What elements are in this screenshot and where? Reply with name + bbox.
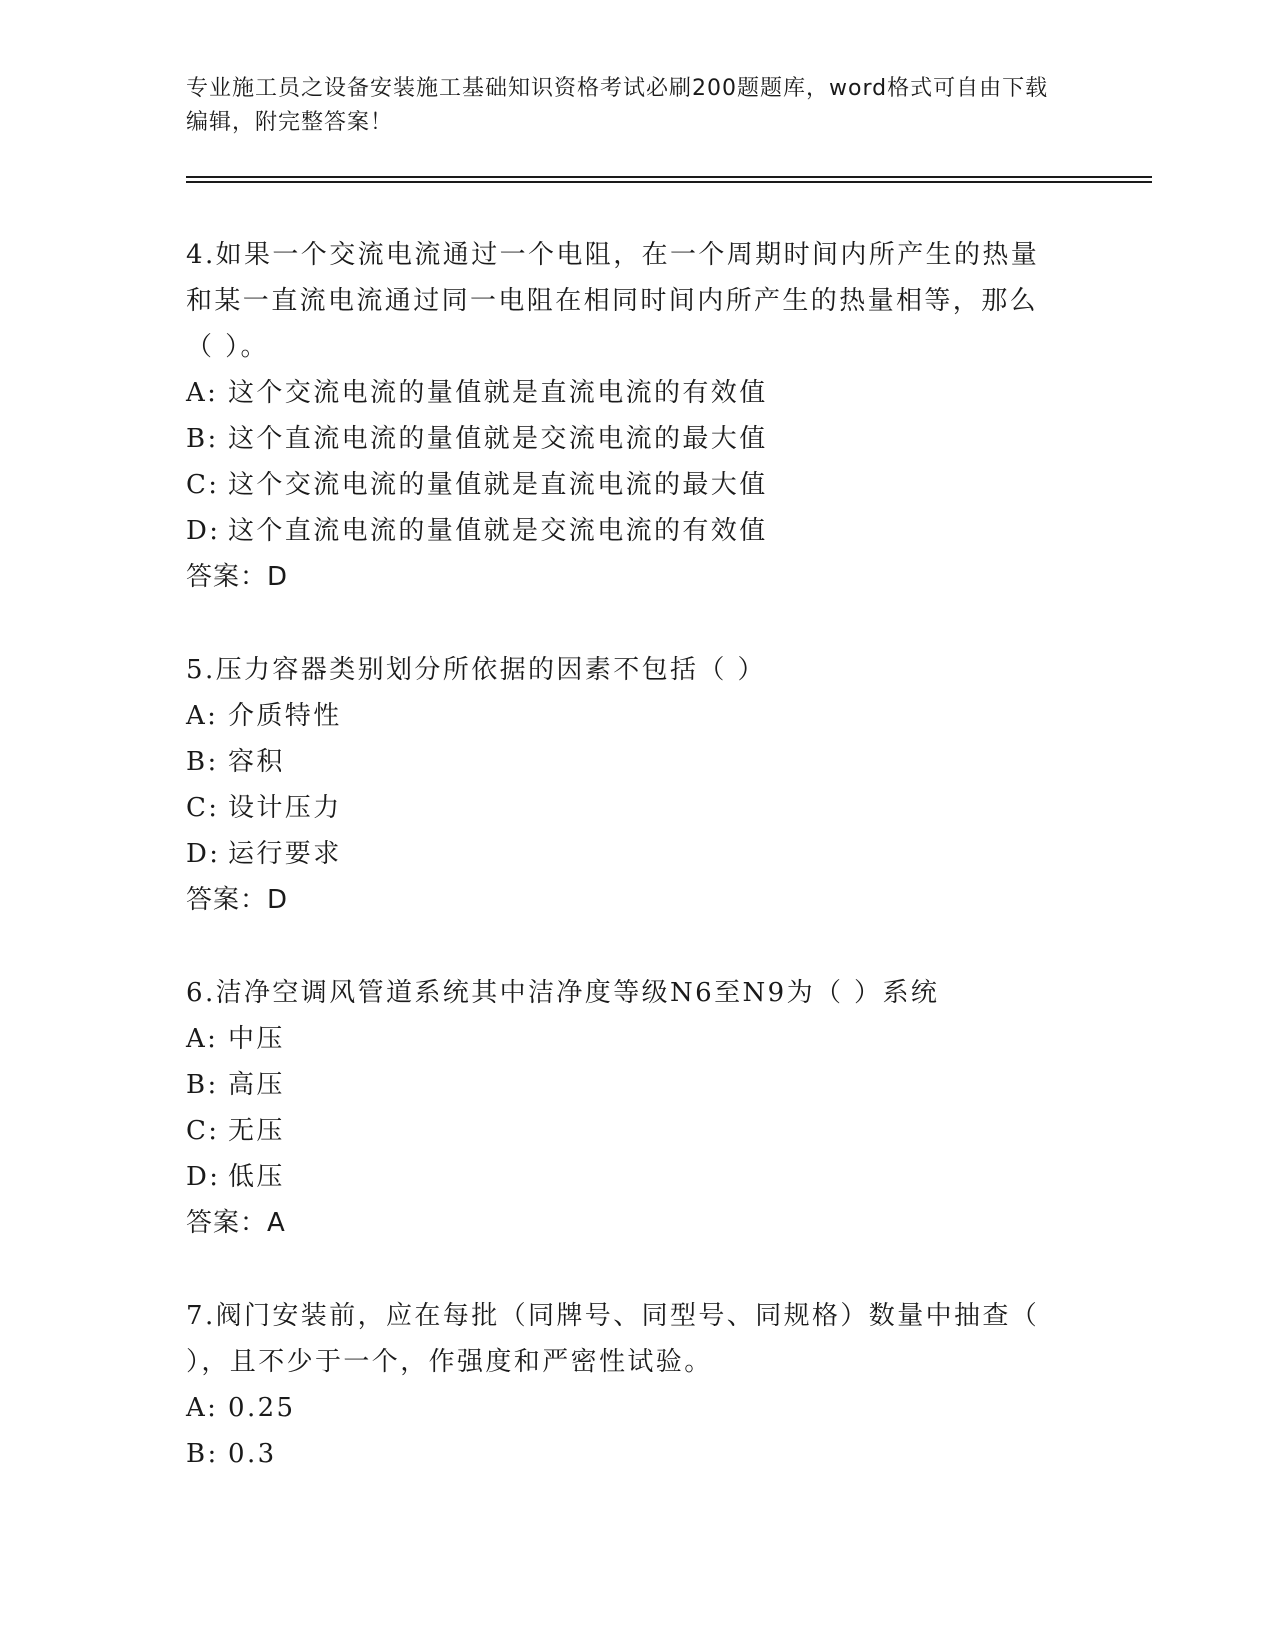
option-key: B: <box>186 424 219 454</box>
option-a <box>186 1016 1066 1062</box>
question-6 <box>186 970 1066 1246</box>
option-text: 无压 <box>228 1116 285 1146</box>
option-c <box>186 785 1066 831</box>
option-text: 运行要求 <box>228 839 342 869</box>
option-key: A: <box>186 701 219 731</box>
option-text: 这个交流电流的量值就是直流电流的有效值 <box>228 378 768 408</box>
option-key: B: <box>186 1439 219 1469</box>
option-b <box>186 1062 1066 1108</box>
question-text: 4.如果一个交流电流通过一个电阻，在一个周期时间内所产生的热量和某一直流电流通过同一电阻在相同时间内所产生的热量相等，那么（ ）。 <box>186 240 1040 362</box>
option-b <box>186 416 1066 462</box>
option-key: B: <box>186 1070 219 1100</box>
option-key: A: <box>186 378 219 408</box>
question-5 <box>186 647 1066 923</box>
header-rule-top <box>186 176 1152 178</box>
option-a <box>186 1385 1066 1431</box>
document-header: 专业施工员之设备安装施工基础知识资格考试必刷200题题库，word格式可自由下载编辑，附完整答案！ <box>186 76 1049 135</box>
option-d <box>186 1154 1066 1200</box>
option-key: A: <box>186 1024 219 1054</box>
option-c <box>186 462 1066 508</box>
option-text: 介质特性 <box>228 701 342 731</box>
option-a <box>186 693 1066 739</box>
option-key: C: <box>186 1116 220 1146</box>
option-text: 0.3 <box>228 1439 277 1469</box>
answer-label: 答案：D <box>186 885 289 915</box>
option-text: 低压 <box>228 1162 285 1192</box>
question-4 <box>186 232 1066 600</box>
option-text: 这个交流电流的量值就是直流电流的最大值 <box>228 470 768 500</box>
option-key: C: <box>186 793 220 823</box>
option-text: 0.25 <box>228 1393 296 1423</box>
option-b <box>186 1431 1066 1477</box>
option-key: C: <box>186 470 220 500</box>
option-text: 中压 <box>228 1024 285 1054</box>
header-rule-bottom <box>186 181 1152 183</box>
answer-label: 答案：A <box>186 1208 286 1238</box>
option-key: D: <box>186 516 221 546</box>
question-text: 7.阀门安装前，应在每批（同牌号、同型号、同规格）数量中抽查（ ），且不少于一个，作强度和严密性试验。 <box>186 1301 1040 1377</box>
option-text: 容积 <box>228 747 285 777</box>
option-c <box>186 1108 1066 1154</box>
option-text: 这个直流电流的量值就是交流电流的有效值 <box>228 516 768 546</box>
question-list <box>186 232 1066 1524</box>
option-key: A: <box>186 1393 219 1423</box>
option-d <box>186 508 1066 554</box>
answer-label: 答案：D <box>186 562 289 592</box>
option-text: 设计压力 <box>228 793 342 823</box>
option-text: 这个直流电流的量值就是交流电流的最大值 <box>228 424 768 454</box>
option-text: 高压 <box>228 1070 285 1100</box>
question-text: 6.洁净空调风管道系统其中洁净度等级N6至N9为（ ）系统 <box>186 978 940 1008</box>
option-b <box>186 739 1066 785</box>
option-key: B: <box>186 747 219 777</box>
option-d <box>186 831 1066 877</box>
option-key: D: <box>186 839 221 869</box>
question-7 <box>186 1293 1066 1477</box>
option-key: D: <box>186 1162 221 1192</box>
question-text: 5.压力容器类别划分所依据的因素不包括（ ） <box>186 655 766 685</box>
option-a <box>186 370 1066 416</box>
